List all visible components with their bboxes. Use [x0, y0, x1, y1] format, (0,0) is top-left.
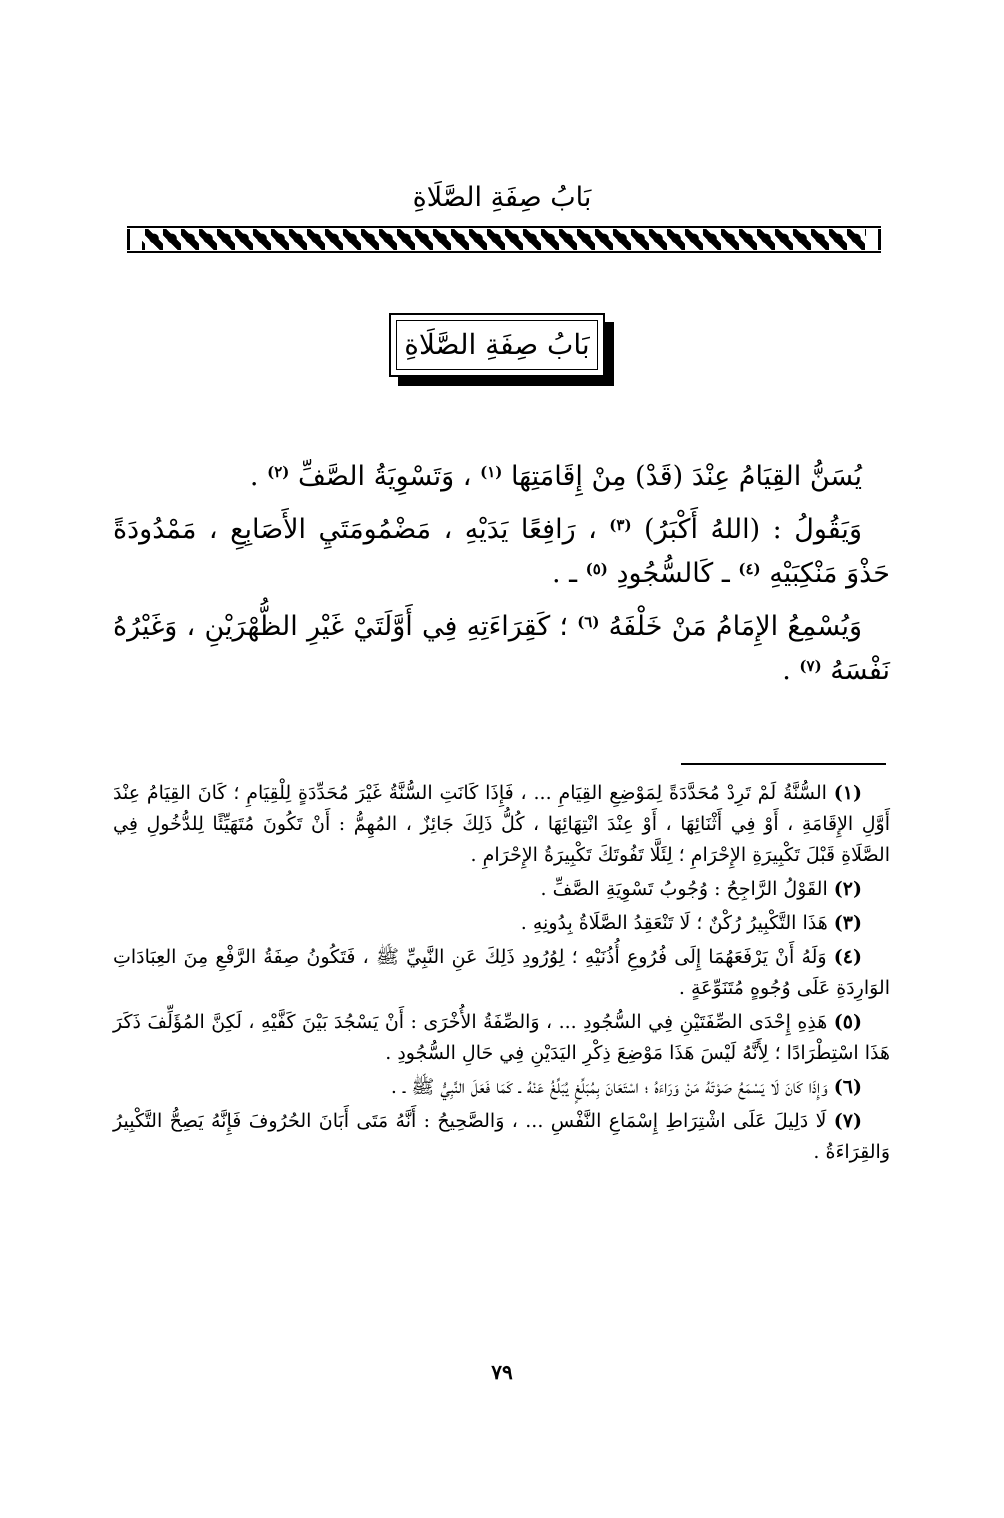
- footnote-number: (٥): [833, 1011, 862, 1033]
- chapter-title: بَابُ صِفَةِ الصَّلَاةِ: [404, 328, 590, 361]
- footnote-text: هَذَا التَّكْبِيرُ رُكْنٌ ؛ لَا تَنْعَقِدُ الصَّلَاةُ بِدُونِهِ .: [520, 912, 828, 934]
- main-paragraph: [113, 605, 890, 693]
- ornament-pattern: [127, 229, 881, 250]
- footnote-marker: (٤): [738, 560, 761, 578]
- ornament-end-right: [866, 229, 881, 250]
- footnote-separator: [681, 763, 886, 765]
- footnote-number: (٣): [833, 912, 862, 934]
- footnote: [113, 778, 890, 871]
- paragraph-text: وَيَقُولُ : (اللهُ أَكْبَرُ): [631, 514, 862, 545]
- footnote-marker: (١): [480, 463, 503, 481]
- paragraph-text: ؛ كَقِرَاءَتِهِ فِي أَوَّلَتَيْ غَيْرِ الظُّهْرَيْنِ ، وَغَيْرُهُ نَفْسَهُ: [113, 611, 890, 686]
- paragraph-text: يُسَنُّ القِيَامُ عِنْدَ (قَدْ) مِنْ إِقَامَتِهَا: [502, 461, 862, 492]
- main-paragraph: [113, 455, 890, 499]
- footnote: [113, 1072, 890, 1103]
- footnote-text: السُّنَّةُ لَمْ تَرِدْ مُحَدَّدَةً لِمَوْضِعِ القِيَامِ ... ، فَإِذَا كَانَتِ السُّنَّةُ غَيْرَ مُحَدِّدَةٍ لِلْقِيَامِ ؛ كَانَ القِيَامُ عِنْدَ أَوَّلِ الإِقَامَةِ ، أَوْ فِي أَثْنَائِهَا ، أَوْ عِنْدَ انْتِهَائِهَا ، كُلُّ ذَلِكَ جَائِزٌ ، المُهِمُّ : أَنْ تَكُونَ مُتَهَيِّئًا لِلدُّخُولِ فِي الصَّلَاةِ قَبْلَ تَكْبِيرَةِ الإِحْرَامِ ؛ لِئَلَّا تَفُوتَكَ تَكْبِيرَةُ الإِحْرَامِ .: [113, 782, 890, 866]
- footnote: [113, 908, 890, 939]
- paragraph-text: ، وَتَسْوِيَةُ الصَّفِّ: [289, 461, 481, 492]
- footnote-text: وَلَهُ أَنْ يَرْفَعَهُمَا إِلَى فُرُوعِ أُذُنَيْهِ ؛ لِوُرُودِ ذَلِكَ عَنِ النَّبِيِّ ﷺ ، فَتَكُونُ صِفَةُ الرَّفْعِ مِنَ العِبَادَاتِ الوَارِدَةِ عَلَى وُجُوهٍ مُتَنَوِّعَةٍ .: [113, 946, 890, 999]
- footnote-marker: (٣): [609, 516, 632, 534]
- paragraph-text: ـ .: [551, 558, 586, 589]
- main-text: [113, 455, 890, 702]
- footnote-marker: (٧): [799, 657, 822, 675]
- footnote: [113, 874, 890, 905]
- chapter-title-box: [389, 313, 605, 377]
- paragraph-text: .: [249, 461, 268, 492]
- ornamental-border: [127, 226, 881, 254]
- footnote-text: وَإِذَا كَانَ لَا يَسْمَعُ صَوْتَهُ مَنْ وَرَاءَهُ ؛ اسْتَعَانَ بِمُبَلِّغٍ يُبَلِّغُ عَنْهُ ـ كَمَا فَعَلَ النَّبِيُّ ﷺ ـ .: [390, 1076, 828, 1098]
- footnote: [113, 1007, 890, 1069]
- paragraph-text: .: [782, 655, 800, 686]
- paragraph-text: وَيُسْمِعُ الإِمَامُ مَنْ خَلْفَهُ: [599, 611, 862, 642]
- footnote: [113, 942, 890, 1004]
- paragraph-text: ـ كَالسُّجُودِ: [607, 558, 739, 589]
- border-line-bottom: [127, 251, 881, 253]
- footnote-number: (١): [833, 782, 862, 804]
- ornament-end-left: [127, 229, 142, 250]
- footnote-text: هَذِهِ إِحْدَى الصِّفَتَيْنِ فِي السُّجُودِ ... ، وَالصِّفَةُ الأُخْرَى : أَنْ يَسْجُدَ بَيْنَ كَفَّيْهِ ، لَكِنَّ المُؤَلِّفَ ذَكَرَ هَذَا اسْتِطْرَادًا ؛ لِأَنَّهُ لَيْسَ هَذَا مَوْضِعَ ذِكْرِ اليَدَيْنِ فِي حَالِ السُّجُودِ .: [113, 1011, 890, 1064]
- footnote-marker: (٥): [585, 560, 608, 578]
- footnote-number: (٧): [833, 1110, 862, 1132]
- main-paragraph: [113, 508, 890, 596]
- footnotes: [113, 778, 890, 1171]
- paragraph-text: ، رَافِعًا يَدَيْهِ ، مَضْمُومَتَيِ الأَصَابِعِ ، مَمْدُودَةً حَذْوَ مَنْكِبَيْهِ: [113, 514, 890, 589]
- page-number: ٧٩: [491, 1360, 513, 1384]
- border-line-top: [127, 226, 881, 228]
- running-header: بَابُ صِفَةِ الصَّلَاةِ: [412, 182, 592, 213]
- footnote-number: (٤): [833, 946, 862, 968]
- footnote-number: (٦): [833, 1076, 862, 1098]
- footnote-number: (٢): [833, 878, 862, 900]
- footnote: [113, 1106, 890, 1168]
- footnote-marker: (٦): [577, 613, 600, 631]
- footnote-text: لَا دَلِيلَ عَلَى اشْتِرَاطِ إِسْمَاعِ النَّفْسِ ... ، وَالصَّحِيحُ : أَنَّهُ مَتَى أَبَانَ الحُرُوفَ فَإِنَّهُ يَصِحُّ التَّكْبِيرُ وَالقِرَاءَةُ .: [113, 1110, 890, 1163]
- footnote-text: القَوْلُ الرَّاجِحُ : وُجُوبُ تَسْوِيَةِ الصَّفِّ .: [540, 878, 828, 900]
- footnote-marker: (٢): [267, 463, 290, 481]
